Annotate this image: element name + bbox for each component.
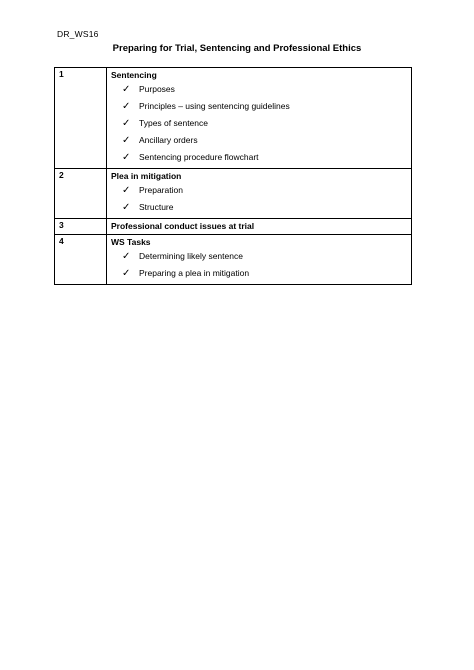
list-item bbox=[111, 132, 408, 149]
bullet-list bbox=[111, 182, 408, 216]
section-heading-conduct: Professional conduct issues at trial bbox=[111, 221, 255, 231]
checkmark-icon: ✓ bbox=[122, 118, 131, 129]
checkmark-icon: ✓ bbox=[122, 152, 131, 163]
document-id: DR_WS16 bbox=[57, 29, 99, 39]
checkmark-icon: ✓ bbox=[122, 251, 131, 262]
row-content bbox=[107, 68, 412, 169]
checkmark-icon: ✓ bbox=[122, 268, 131, 279]
list-item-text: Determining likely sentence bbox=[139, 251, 243, 261]
list-item-text: Sentencing procedure flowchart bbox=[139, 152, 259, 162]
outline-row-4 bbox=[55, 235, 412, 285]
list-item bbox=[111, 248, 408, 265]
row-number: 2 bbox=[55, 169, 107, 219]
list-item-text: Ancillary orders bbox=[139, 135, 198, 145]
section-heading-ws-tasks: WS Tasks bbox=[111, 237, 151, 247]
list-item-text: Purposes bbox=[139, 84, 175, 94]
checkmark-icon: ✓ bbox=[122, 101, 131, 112]
row-number: 3 bbox=[55, 219, 107, 235]
checkmark-icon: ✓ bbox=[122, 185, 131, 196]
list-item bbox=[111, 265, 408, 282]
list-item bbox=[111, 81, 408, 98]
list-item bbox=[111, 98, 408, 115]
list-item bbox=[111, 115, 408, 132]
outline-row-1 bbox=[55, 68, 412, 169]
section-heading-plea: Plea in mitigation bbox=[111, 171, 182, 181]
list-item-text: Structure bbox=[139, 202, 174, 212]
list-item bbox=[111, 199, 408, 216]
outline-row-3 bbox=[55, 219, 412, 235]
list-item bbox=[111, 182, 408, 199]
bullet-list bbox=[111, 248, 408, 282]
row-number: 4 bbox=[55, 235, 107, 285]
outline-table bbox=[54, 67, 412, 285]
bullet-list bbox=[111, 81, 408, 166]
row-number: 1 bbox=[55, 68, 107, 169]
outline-row-2 bbox=[55, 169, 412, 219]
checkmark-icon: ✓ bbox=[122, 202, 131, 213]
checkmark-icon: ✓ bbox=[122, 135, 131, 146]
list-item-text: Preparation bbox=[139, 185, 183, 195]
checkmark-icon: ✓ bbox=[122, 84, 131, 95]
row-content bbox=[107, 169, 412, 219]
list-item bbox=[111, 149, 408, 166]
row-content bbox=[107, 219, 412, 235]
list-item-text: Types of sentence bbox=[139, 118, 208, 128]
section-heading-sentencing: Sentencing bbox=[111, 70, 157, 80]
document-title: Preparing for Trial, Sentencing and Professional Ethics bbox=[112, 43, 362, 54]
list-item-text: Preparing a plea in mitigation bbox=[139, 268, 250, 278]
list-item-text: Principles – using sentencing guidelines bbox=[139, 101, 290, 111]
row-content bbox=[107, 235, 412, 285]
